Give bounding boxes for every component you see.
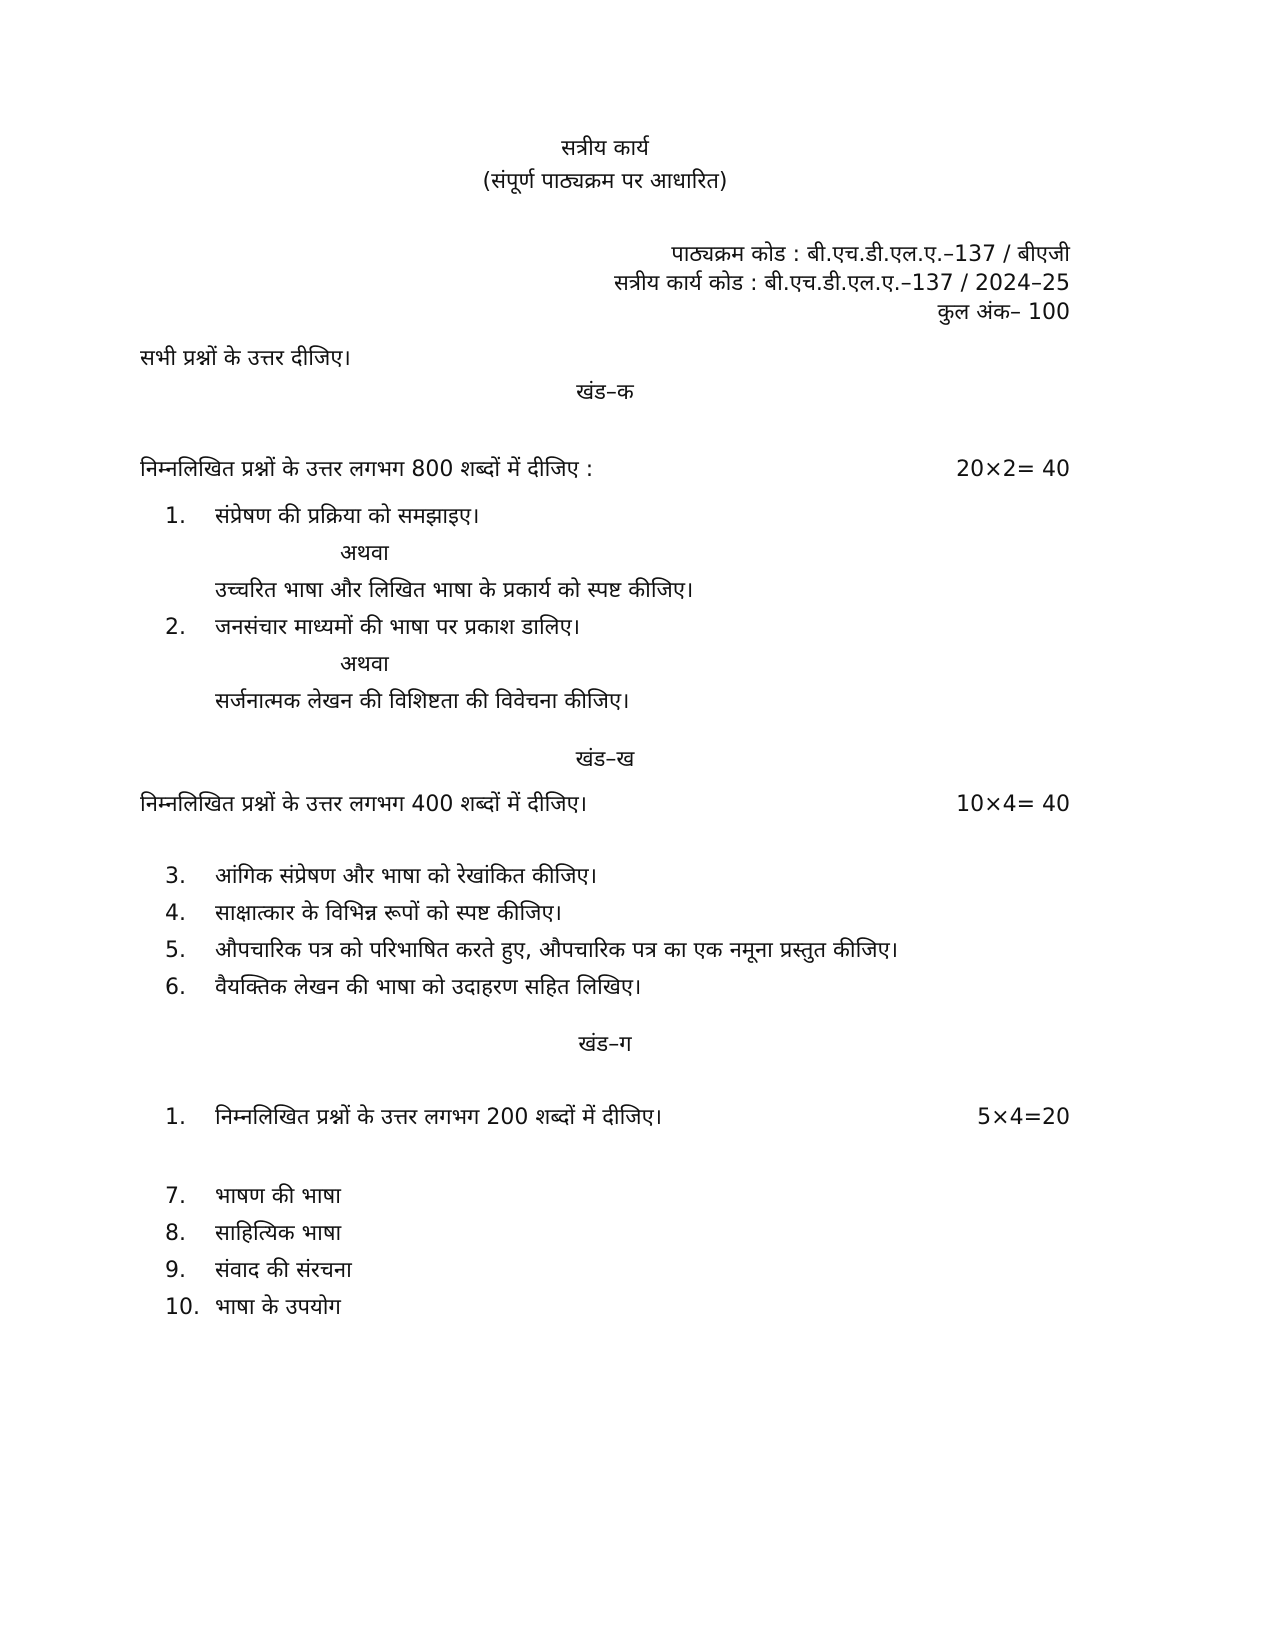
question-item	[140, 1289, 1070, 1326]
question-item	[140, 932, 1070, 969]
question-text: भाषा के उपयोग	[215, 1295, 341, 1320]
question-text: साहित्यिक भाषा	[215, 1221, 342, 1246]
section-b-heading: खंड–ख	[575, 747, 635, 772]
section-a-heading: खंड–क	[576, 380, 634, 405]
question-number: 3.	[165, 864, 186, 889]
section-c-instruction-number: 1.	[165, 1105, 186, 1130]
alternative-question: उच्चरित भाषा और लिखित भाषा के प्रकार्य को स्पष्ट कीजिए।	[215, 578, 694, 603]
document-content	[140, 0, 1070, 1326]
question-item	[140, 498, 1070, 535]
question-number: 4.	[165, 901, 186, 926]
question-text: संवाद की संरचना	[215, 1258, 352, 1283]
title-block	[140, 132, 1070, 198]
section-b-instruction: निम्नलिखित प्रश्नों के उत्तर लगभग 400 शब्दों में दीजिए।	[140, 792, 588, 817]
or-separator: अथवा	[340, 541, 389, 566]
question-number: 9.	[165, 1258, 186, 1283]
section-c-instruction-row	[140, 1103, 1070, 1133]
section-b-marks: 10×4= 40	[956, 792, 1070, 817]
section-c-marks: 5×4=20	[977, 1105, 1070, 1130]
question-text: भाषण की भाषा	[215, 1184, 341, 1209]
general-instruction: सभी प्रश्नों के उत्तर दीजिए।	[140, 346, 351, 371]
question-item	[140, 858, 1070, 895]
question-number: 8.	[165, 1221, 186, 1246]
section-a-questions	[140, 498, 1070, 720]
question-item	[140, 1252, 1070, 1289]
question-item	[140, 895, 1070, 932]
section-c-instruction: निम्नलिखित प्रश्नों के उत्तर लगभग 200 शब्दों में दीजिए।	[215, 1105, 663, 1130]
section-a-marks: 20×2= 40	[956, 457, 1070, 482]
question-number: 7.	[165, 1184, 186, 1209]
document-subtitle: (संपूर्ण पाठ्यक्रम पर आधारित)	[482, 169, 728, 194]
question-item	[140, 609, 1070, 646]
question-item	[140, 1215, 1070, 1252]
section-c-heading: खंड–ग	[578, 1032, 632, 1057]
question-text: जनसंचार माध्यमों की भाषा पर प्रकाश डालिए।	[215, 615, 581, 640]
document-title: सत्रीय कार्य	[561, 136, 649, 161]
course-code-line: पाठ्यक्रम कोड : बी.एच.डी.एल.ए.–137 / बीएजी	[671, 242, 1070, 267]
question-item	[140, 969, 1070, 1006]
question-item	[140, 1178, 1070, 1215]
question-text: औपचारिक पत्र को परिभाषित करते हुए, औपचारिक पत्र का एक नमूना प्रस्तुत कीजिए।	[215, 938, 899, 963]
section-b-instruction-row	[140, 790, 1070, 820]
section-b-questions	[140, 858, 1070, 1006]
question-text: वैयक्तिक लेखन की भाषा को उदाहरण सहित लिखिए।	[215, 975, 642, 1000]
section-c-questions	[140, 1178, 1070, 1326]
question-number: 10.	[165, 1295, 200, 1320]
question-number: 5.	[165, 938, 186, 963]
question-number: 1.	[165, 504, 186, 529]
section-a-instruction-row	[140, 455, 1070, 485]
alternative-question: सर्जनात्मक लेखन की विशिष्टता की विवेचना कीजिए।	[215, 689, 630, 714]
question-number: 2.	[165, 615, 186, 640]
question-text: साक्षात्कार के विभिन्न रूपों को स्पष्ट कीजिए।	[215, 901, 562, 926]
total-marks-line: कुल अंक– 100	[937, 300, 1070, 325]
meta-block	[140, 240, 1070, 327]
question-text: संप्रेषण की प्रक्रिया को समझाइए।	[215, 504, 480, 529]
question-text: आंगिक संप्रेषण और भाषा को रेखांकित कीजिए।	[215, 864, 598, 889]
or-separator: अथवा	[340, 652, 389, 677]
assignment-code-line: सत्रीय कार्य कोड : बी.एच.डी.एल.ए.–137 / 2024–25	[613, 271, 1070, 296]
question-number: 6.	[165, 975, 186, 1000]
section-a-instruction: निम्नलिखित प्रश्नों के उत्तर लगभग 800 शब्दों में दीजिए :	[140, 457, 594, 482]
